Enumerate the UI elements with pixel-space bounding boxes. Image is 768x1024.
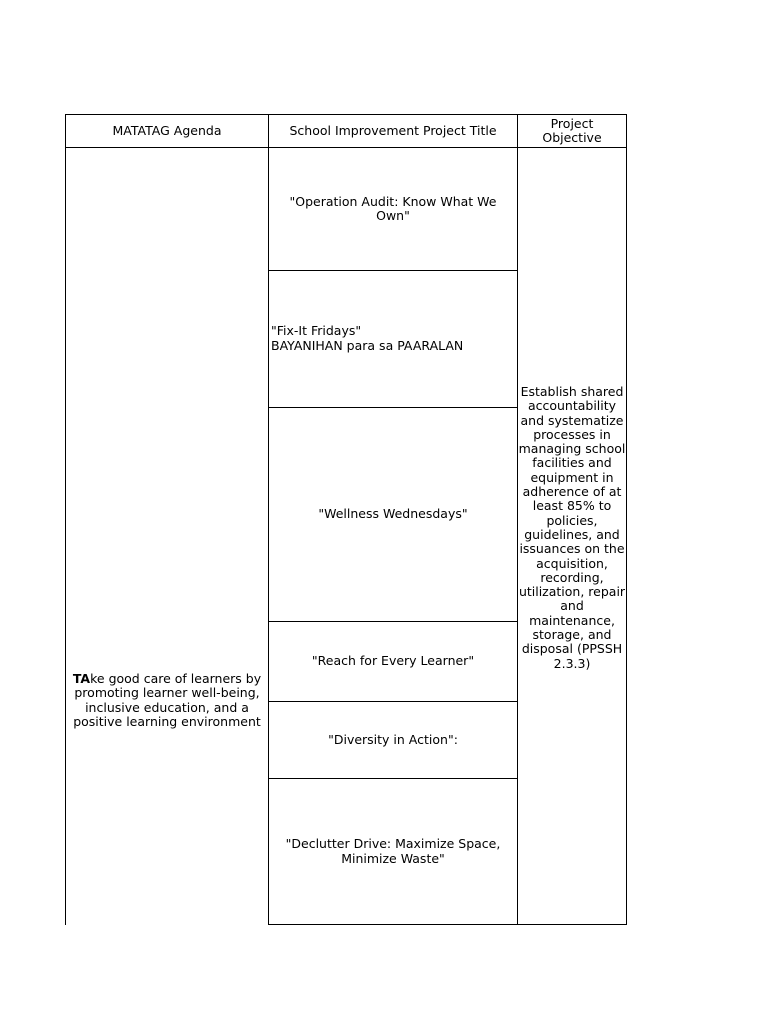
header-project-title [269,115,517,147]
header-objective-label: Project Objective [542,115,602,145]
table-right-border [626,114,627,925]
project-title: "Fix-It Fridays" BAYANIHAN para sa PAARALAN [271,323,464,353]
table-bottom-border-projects [268,924,627,925]
objective-text: Establish shared accountability and systematize processes in managing school facilities and equipment in adherence of at least 85% to policies, guidelines, and issuances on the acquisition, recording, utilization, repair and maintenance, storage, and disposal (PPSSH 2.3.3) [518,384,626,671]
project-title-cell [269,702,517,778]
project-title: "Diversity in Action": [328,731,458,747]
project-title: "Operation Audit: Know What We Own" [289,193,497,223]
agenda-cell [66,148,268,1024]
header-agenda-label: MATATAG Agenda [112,122,222,138]
agenda-text [66,672,268,729]
header-agenda [66,115,268,147]
header-project-title-label: School Improvement Project Title [289,122,497,138]
project-title: "Reach for Every Learner" [311,653,475,669]
header-objective [518,115,626,147]
project-title-cell [269,408,517,621]
agenda-rest: ke good care of learners by promoting learner well-being, inclusive education, and a positive learning environment [73,671,262,729]
project-title-cell [269,148,517,270]
objective-cell [518,148,626,924]
project-title: "Declutter Drive: Maximize Space, Minimize Waste" [285,836,501,866]
project-title-cell [269,622,517,701]
project-title-cell [269,271,517,407]
project-title-cell [269,779,517,924]
agenda-bold-lead: TA [72,671,91,686]
project-title: "Wellness Wednesdays" [318,506,468,522]
